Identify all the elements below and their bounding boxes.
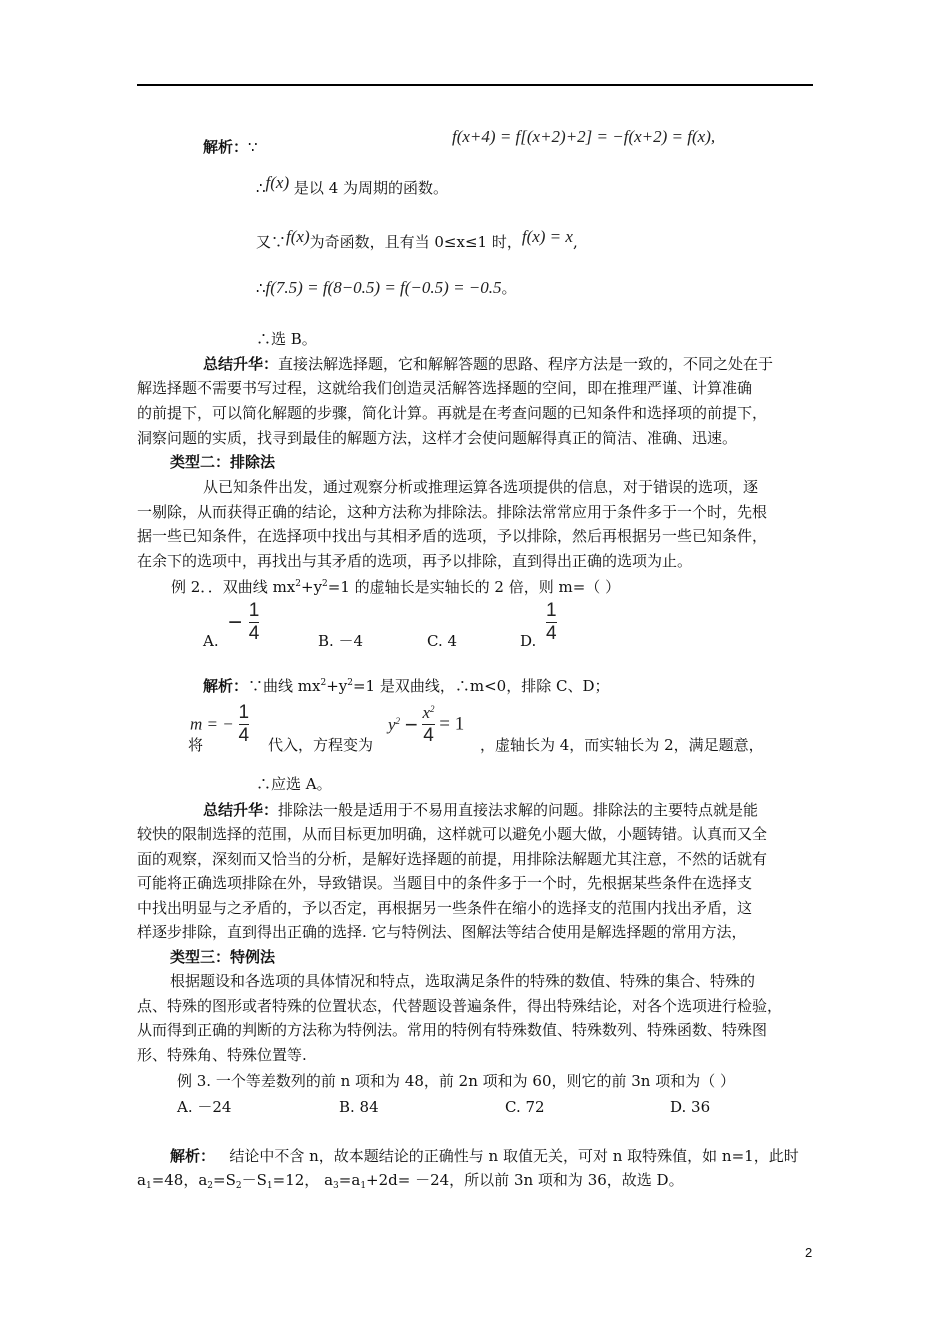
a-var: a <box>198 1171 208 1189</box>
summary-label: 总结升华： <box>203 355 279 373</box>
minus-sign: − <box>404 711 418 737</box>
sub-1: 1 <box>360 1181 367 1191</box>
denominator: 4 <box>546 623 557 644</box>
summary2-line2: 较快的限制选择的范围，从而目标更加明确，这样就可以避免小题大做，小题铸错。认真而又全 <box>137 825 768 843</box>
analysis-line-1 <box>203 137 258 157</box>
superscript-2: 2 <box>395 715 401 726</box>
therefore-symbol: ∴ <box>256 179 266 197</box>
ex3-option-a: A. －24 <box>177 1098 232 1116</box>
analysis-text: 结论中不含 n，故本题结论的正确性与 n 取值无关，可对 n 取特殊值，如 n=1，此时 <box>229 1147 799 1165</box>
fx-symbol: f(x) <box>286 227 310 246</box>
option-d-fraction <box>546 600 557 645</box>
comma: , <box>710 127 716 146</box>
a-var: a <box>324 1171 334 1189</box>
fraction-one-quarter <box>239 702 250 747</box>
option-a-fraction <box>228 600 259 645</box>
minus-sign: − <box>228 608 243 636</box>
type3-line3: 从而得到正确的判断的方法称为特例法。常用的特例有特殊数值、特殊数列、特殊函数、特殊图 <box>137 1021 768 1039</box>
again-because: 又∵ <box>256 233 287 251</box>
superscript-2: 2 <box>320 678 327 688</box>
formula-text: f(x+4) = f[(x+2)+2] = −f(x+2) = f(x) <box>452 127 711 146</box>
x-var: x <box>422 703 431 722</box>
fx-symbol: f(x) <box>265 173 290 192</box>
text-part: =12， <box>272 1171 320 1189</box>
text-part: = <box>338 1171 352 1189</box>
superscript-2: 2 <box>322 579 328 589</box>
fraction-x2-over-4 <box>422 702 434 747</box>
sub-1: 1 <box>266 1181 273 1191</box>
type3-heading: 类型三：特例法 <box>170 948 276 966</box>
ex2-question <box>171 577 620 597</box>
summary-text: 排除法一般是适用于不易用直接法求解的问题。排除法的主要特点就是能 <box>278 801 759 819</box>
ex3-question: 例 3. 一个等差数列的前 n 项和为 48，前 2n 项和为 60，则它的前 3n 项和为（ ） <box>177 1072 736 1090</box>
question-part-a: 例 2．．双曲线 mx <box>171 578 296 596</box>
s-var: S <box>256 1171 267 1189</box>
option-b: B. －4 <box>318 632 364 650</box>
type2-line3: 据一些已知条件，在选择项中找出与其相矛盾的选项，予以排除，然后再根据另一些已知条件， <box>137 527 768 545</box>
ex3-option-b: B. 84 <box>339 1098 379 1116</box>
page-number: 2 <box>805 1245 813 1260</box>
text-part: = <box>213 1171 226 1189</box>
sub-3: 3 <box>333 1181 339 1191</box>
summary2-line4: 可能将正确选项排除在外，导致错误。当题目中的条件多于一个时，先根据某些条件在选择支 <box>137 874 753 892</box>
numerator: 1 <box>248 600 260 621</box>
summary2-line1 <box>203 800 758 820</box>
summary1-line2: 解选择题不需要书写过程，这就给我们创造灵活解答选择题的空间，即在推理严谨、计算准确 <box>137 379 753 397</box>
a-var: a <box>137 1171 146 1189</box>
summary1-line1 <box>203 354 773 374</box>
summary2-line3: 面的观察，深刻而又恰当的分析，是解好选择题的前提，用排除法解题尤其注意，不然的话就有 <box>137 850 768 868</box>
substitute-mid: 代入，方程变为 <box>268 736 374 754</box>
m-equals: m = − <box>190 714 234 734</box>
sub-1: 1 <box>145 1181 152 1191</box>
superscript-2: 2 <box>295 579 301 589</box>
summary-text: 直接法解选择题，它和解解答题的思路、程序方法是一致的，不同之处在于 <box>278 355 774 373</box>
hyperbola-equation <box>388 702 464 747</box>
fx-equals-x: f(x) = x <box>521 227 573 246</box>
substitute-suffix: ，虚轴长为 4，而实轴长为 2，满足题意， <box>480 736 764 754</box>
period-statement <box>256 173 449 198</box>
ex3-analysis-line1 <box>170 1146 799 1166</box>
analysis-part-c: =1 是双曲线，∴m<0，排除 C、D； <box>352 677 610 695</box>
y-var: y <box>388 714 396 734</box>
summary2-line5: 中找出明显与之矛盾的，予以否定，再根据另一些条件在缩小的选择支的范围内找出矛盾，这 <box>137 899 753 917</box>
denominator: 4 <box>248 623 260 644</box>
fraction-one-quarter <box>249 600 260 645</box>
choose-a: ∴应选 A。 <box>256 775 332 793</box>
sub-2: 2 <box>235 1181 242 1191</box>
ex3-option-d: D. 36 <box>670 1098 711 1116</box>
analysis-part-a: ∵曲线 mx <box>248 677 321 695</box>
summary-label: 总结升华： <box>203 801 279 819</box>
period-mark: 。 <box>501 279 517 297</box>
analysis-label: 解析： <box>203 138 249 156</box>
superscript-2: 2 <box>430 704 435 714</box>
summary1-line4: 洞察问题的实质，找寻到最佳的解题方法，这样才会使问题解得真正的简洁、准确、迅速。 <box>137 429 738 447</box>
y-squared <box>388 715 400 734</box>
denominator: 4 <box>238 725 250 746</box>
summary2-line6: 样逐步排除，直到得出正确的选择. 它与特例法、图解法等结合使用是解选择题的常用方法， <box>137 923 747 941</box>
type3-line1: 根据题设和各选项的具体情况和特点，选取满足条件的特殊的数值、特殊的集合、特殊的 <box>170 972 756 990</box>
equals-one: = 1 <box>439 713 465 735</box>
type2-heading: 类型二：排除法 <box>170 453 276 471</box>
formula-periodicity <box>452 127 715 147</box>
comma: , <box>572 233 578 251</box>
denominator: 4 <box>423 725 434 746</box>
numerator: 1 <box>238 702 250 723</box>
ex2-analysis <box>203 676 609 696</box>
ex3-analysis-line2 <box>137 1170 684 1190</box>
analysis-part-b: +y <box>326 677 348 695</box>
m-equals-fraction <box>190 702 249 747</box>
header-rule <box>137 84 813 86</box>
analysis-label: 解析： <box>203 677 249 695</box>
question-part-c: =1 的虚轴长是实轴长的 2 倍，则 m=（ ） <box>327 578 621 596</box>
type2-line4: 在余下的选项中，再找出与其矛盾的选项，再予以排除，直到得出正确的选项为止。 <box>137 552 693 570</box>
a-var: a <box>351 1171 361 1189</box>
option-d-label: D. <box>520 632 537 650</box>
evaluation-statement <box>256 278 517 298</box>
text-part: +2d= －24，所以前 3n 项和为 36，故选 D。 <box>366 1171 684 1189</box>
s-var: S <box>225 1171 236 1189</box>
numerator: 1 <box>546 600 557 621</box>
superscript-2: 2 <box>347 678 353 688</box>
evaluation-formula: f(7.5) = f(8−0.5) = f(−0.5) = −0.5 <box>265 278 502 297</box>
summary1-line3: 的前提下，可以简化解题的步骤，简化计算。再就是在考查问题的已知条件和选择项的前提下， <box>137 404 768 422</box>
ex3-option-c: C. 72 <box>505 1098 545 1116</box>
option-c: C. 4 <box>427 632 458 650</box>
numerator <box>422 702 434 724</box>
odd-function-statement <box>256 227 578 252</box>
substitute-prefix: 将 <box>188 736 204 754</box>
period-text: 是以 4 为周期的函数。 <box>293 179 449 197</box>
type3-line2: 点、特殊的图形或者特殊的位置状态，代替题设普遍条件，得出特殊结论，对各个选项进行检验， <box>137 997 783 1015</box>
odd-text: 为奇函数，且有当 0≤x≤1 时， <box>309 233 522 251</box>
type3-line4: 形、特殊角、特殊位置等. <box>137 1046 307 1064</box>
option-a-label: A. <box>203 632 219 650</box>
therefore-symbol: ∴ <box>256 279 266 297</box>
choose-b: ∴选 B。 <box>256 330 317 348</box>
type2-line2: 一剔除，从而获得正确的结论，这种方法称为排除法。排除法常常应用于条件多于一个时，先根 <box>137 503 768 521</box>
because-symbol: ∵ <box>248 138 258 156</box>
text-part: =48， <box>151 1171 199 1189</box>
fraction-one-quarter <box>546 600 557 645</box>
type2-line1: 从已知条件出发，通过观察分析或推理运算各选项提供的信息，对于错误的选项，逐 <box>203 478 759 496</box>
text-part: － <box>241 1171 257 1189</box>
analysis-label: 解析： <box>170 1147 216 1165</box>
sub-2: 2 <box>207 1181 214 1191</box>
question-part-b: +y <box>301 578 323 596</box>
